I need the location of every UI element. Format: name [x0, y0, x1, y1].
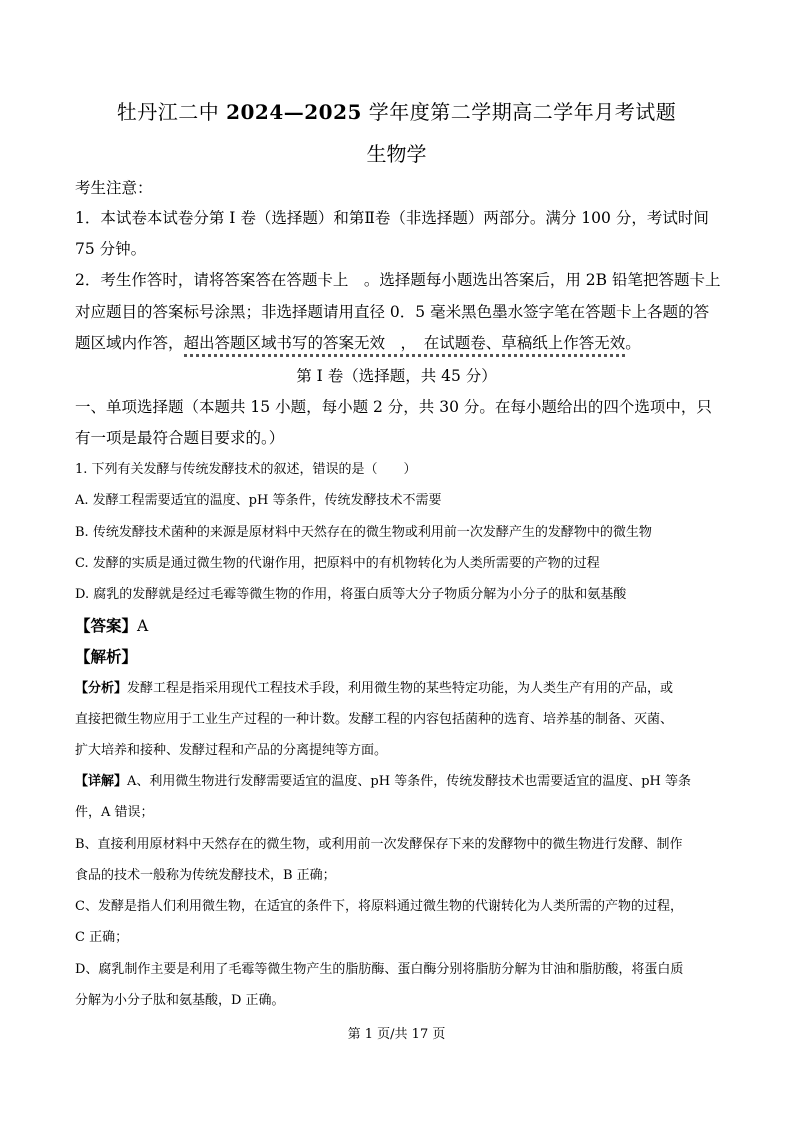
xiangjie-line-d2: 分解为小分子肽和氨基酸，D 正确。: [75, 993, 285, 1008]
subject-title: 生物学: [366, 142, 427, 166]
question1-option-c: C. 发酵的实质是通过微生物的代谢作用，把原料中的有机物转化为人类所需要的产物的过程: [75, 556, 600, 571]
xiangjie-text-a: A、利用微生物进行发酵需要适宜的温度、pH 等条件，传统发酵技术也需要适宜的温度、pH 等条: [127, 774, 691, 789]
fenxi-text: 发酵工程是指采用现代工程技术手段，利用微生物的某些特定功能，为人类生产有用的产品，或: [127, 681, 674, 696]
section-title: 第 I 卷（选择题，共 45 分）: [296, 367, 497, 385]
question1-option-a: A. 发酵工程需要适宜的温度、pH 等条件，传统发酵技术不需要: [75, 493, 442, 508]
xiangjie-line-b2: 食品的技术一般称为传统发酵技术，B 正确；: [75, 868, 336, 883]
fenxi-tag: 【分析】: [75, 681, 128, 696]
xiangjie-line-b1: B、直接利用原材料中天然存在的微生物，或利用前一次发酵保存下来的发酵物中的微生物进行发酵、制作: [75, 837, 683, 852]
question1-stem: 1. 下列有关发酵与传统发酵技术的叙述，错误的是（ ）: [75, 462, 417, 477]
notice-item2-line2: 对应题目的答案标号涂黑；非选择题请用直径 0．5 毫米黑色墨水签字笔在答题卡上各题的答: [75, 303, 710, 321]
notice-heading: 考生注意：: [75, 179, 153, 197]
xiangjie-line-c2: C 正确；: [75, 930, 129, 945]
section-instructions-line2: 有一项是最符合题目要求的。）: [75, 429, 285, 447]
question1-option-d: D. 腐乳的发酵就是经过毛霉等微生物的作用，将蛋白质等大分子物质分解为小分子的肽和氨基酸: [75, 587, 627, 602]
answer-line: [75, 616, 725, 636]
question1-option-b: B. 传统发酵技术菌种的来源是原材料中天然存在的微生物或利用前一次发酵产生的发酵物中的微生物: [75, 525, 652, 540]
notice-item1-line2: 75 分钟。: [75, 240, 147, 258]
analysis-tag: 【解析】: [75, 647, 138, 666]
notice-item2-line1: 2．考生作答时，请将答案答在答题卡上 。选择题每小题选出答案后，用 2B 铅笔把答题卡上: [75, 271, 721, 289]
fenxi-line1: [75, 679, 725, 699]
page-number: 第 1 页/共 17 页: [347, 1027, 446, 1042]
notice-item2-line3-a: 题区域内作答，: [75, 334, 184, 352]
fenxi-line3: 扩大培养和接种、发酵过程和产品的分离提纯等方面。: [75, 743, 388, 758]
title-suffix: 学年度第二学期高二学年月考试题: [361, 100, 677, 124]
notice-item1-line1: 1．本试卷本试卷分第 I 卷（选择题）和第Ⅱ卷（非选择题）两部分。满分 100 分，考试时间: [75, 209, 709, 227]
xiangjie-line-c1: C、发酵是指人们利用微生物，在适宜的条件下，将原料通过微生物的代谢转化为人类所需的产物的过程，: [75, 899, 683, 914]
answer-tag: 【答案】: [75, 616, 138, 635]
exam-title: [0, 96, 793, 125]
section-instructions-line1: 一、单项选择题（本题共 15 小题，每小题 2 分，共 30 分。在每小题给出的四个选项中，只: [75, 398, 712, 416]
xiangjie-tag: 【详解】: [75, 774, 128, 789]
title-prefix: 牡丹江二中: [116, 100, 227, 124]
fenxi-line2: 直接把微生物应用于工业生产过程的一种计数。发酵工程的内容包括菌种的选育、培养基的制备、灭菌、: [75, 712, 674, 727]
xiangjie-line-a1: [75, 772, 725, 792]
emphasis-dotted-text: 超出答题区域书写的答案无效 ， 在试题卷、草稿纸上作答无效: [184, 334, 626, 357]
notice-item2-line3-c: 。: [625, 334, 641, 352]
xiangjie-line-d1: D、腐乳制作主要是利用了毛霉等微生物产生的脂肪酶、蛋白酶分别将脂肪分解为甘油和脂肪酸，将蛋白质: [75, 962, 684, 977]
answer-value: A: [137, 617, 149, 635]
title-years: 2024—2025: [226, 100, 362, 124]
notice-item2-line3: [75, 333, 725, 353]
xiangjie-line-a2: 件，A 错误；: [75, 805, 154, 820]
